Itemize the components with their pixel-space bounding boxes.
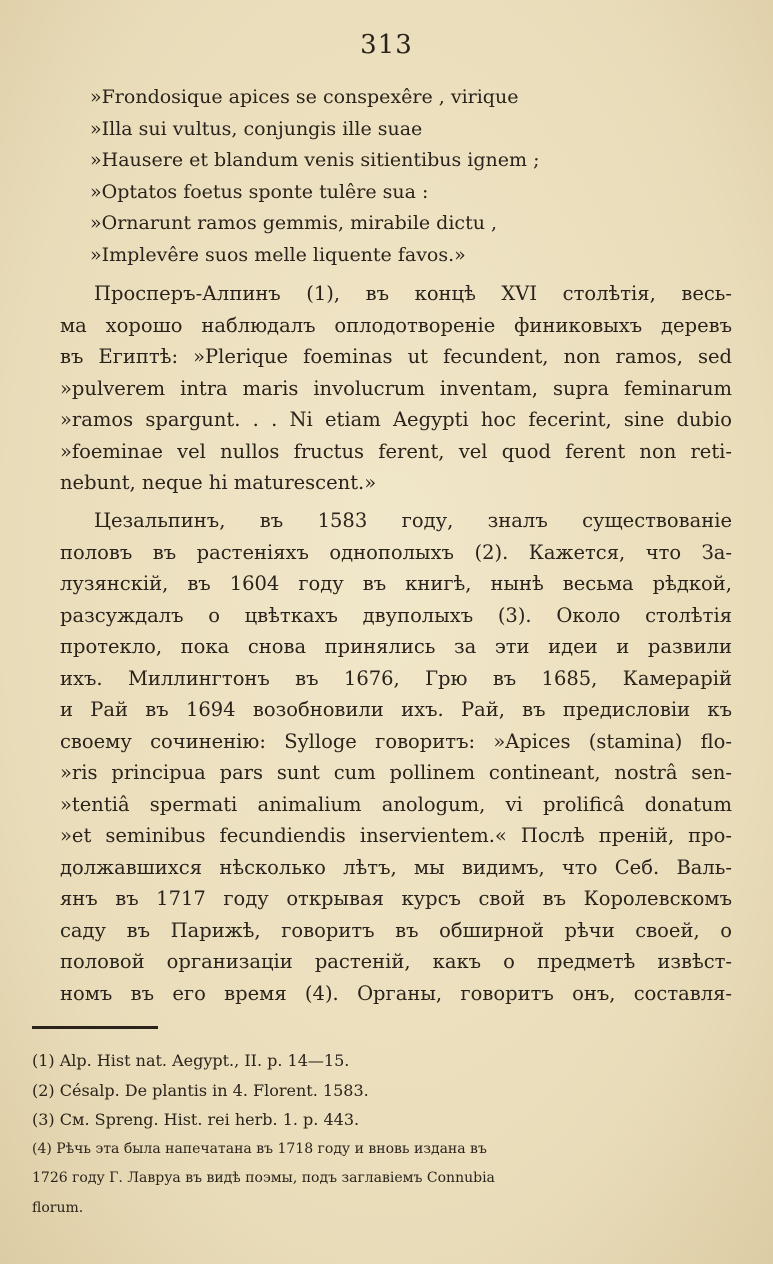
footnote-divider bbox=[32, 1026, 158, 1029]
verse-line: »Optatos foetus sponte tulêre sua : bbox=[90, 180, 429, 203]
text-line: »et seminibus fecundiendis inservientem.« Послѣ преній, про- bbox=[60, 824, 732, 847]
text-line: nebunt, neque hi maturescent.» bbox=[60, 471, 377, 494]
footnote: (3) См. Spreng. Hist. rei herb. 1. p. 443. bbox=[32, 1110, 360, 1129]
text-line: должавшихся нѣсколько лѣтъ, мы видимъ, что Себ. Валь- bbox=[60, 855, 732, 879]
text-line: и Рай въ 1694 возобновили ихъ. Рай, въ предисловіи къ bbox=[60, 698, 732, 721]
verse-line: »Hausere et blandum venis sitientibus ignem ; bbox=[90, 149, 540, 171]
footnotes bbox=[32, 1046, 732, 1223]
footnote-continuation: 1726 году Г. Лавруа въ видѣ поэмы, подъ заглавіемъ Connubia bbox=[32, 1170, 495, 1186]
verse-line: »Illa sui vultus, conjungis ille suae bbox=[90, 117, 423, 140]
verse-line: »Implevêre suos melle liquente favos.» bbox=[90, 243, 466, 266]
text-line: саду въ Парижѣ, говоритъ въ обширной рѣчи своей, о bbox=[60, 918, 732, 942]
text-line: Цезальпинъ, въ 1583 году, зналъ существованіе bbox=[94, 509, 732, 532]
footnote: (2) Césalp. De plantis in 4. Florent. 1583. bbox=[32, 1080, 369, 1100]
footnote: (4) Рѣчь эта была напечатана въ 1718 году и вновь издана въ bbox=[32, 1140, 487, 1157]
text-line: »ramos spargunt. . . Ni etiam Aegypti hoc fecerint, sine dubio bbox=[60, 408, 732, 431]
verse-line: »Frondosique apices se conspexêre , virique bbox=[90, 86, 519, 108]
text-line: половъ въ растеніяхъ однополыхъ (2). Кажется, что За- bbox=[60, 540, 732, 564]
text-line: номъ въ его время (4). Органы, говоритъ онъ, составля- bbox=[60, 981, 732, 1005]
text-line: половой организаціи растеній, какъ о предметѣ извѣст- bbox=[60, 950, 732, 973]
text-line: »pulverem intra maris involucrum inventam, supra feminarum bbox=[60, 376, 732, 400]
paragraph-cesalpinus bbox=[60, 505, 732, 1009]
text-line: лузянскій, въ 1604 году въ книгѣ, нынѣ весьма рѣдкой, bbox=[60, 572, 732, 595]
footnote: (1) Alp. Hist nat. Aegypt., II. p. 14—15. bbox=[32, 1051, 350, 1070]
text-line: протекло, пока снова принялись за эти идеи и развили bbox=[60, 635, 732, 658]
text-line: своему сочиненію: Sylloge говоритъ: »Apices (stamina) flo- bbox=[60, 729, 732, 753]
text-line: въ Египтѣ: »Plerique foeminas ut fecundent, non ramos, sed bbox=[60, 345, 732, 368]
paragraph-prosper-alpinus bbox=[60, 278, 732, 499]
latin-verse-quote bbox=[90, 82, 730, 271]
text-line: »tentiâ spermati animalium anologum, vi prolificâ donatum bbox=[60, 792, 732, 816]
text-line: »foeminae vel nullos fructus ferent, vel quod ferent non reti- bbox=[60, 439, 732, 463]
text-line: ма хорошо наблюдалъ оплодотвореніе финиковыхъ деревъ bbox=[60, 313, 732, 337]
text-line: ихъ. Миллингтонъ въ 1676, Грю въ 1685, Камерарій bbox=[60, 666, 732, 690]
page-number: 313 bbox=[360, 30, 413, 60]
text-line: янъ въ 1717 году открывая курсъ свой въ Королевскомъ bbox=[60, 887, 732, 910]
verse-line: »Ornarunt ramos gemmis, mirabile dictu , bbox=[90, 212, 498, 234]
text-line: разсуждалъ о цвѣткахъ двуполыхъ (3). Около столѣтія bbox=[60, 603, 732, 627]
text-line: »ris principua pars sunt cum pollinem contineant, nostrâ sen- bbox=[60, 761, 732, 784]
footnote-continuation: florum. bbox=[32, 1199, 84, 1216]
text-line: Просперъ-Алпинъ (1), въ концѣ XVI столѣтія, весь- bbox=[94, 282, 732, 305]
